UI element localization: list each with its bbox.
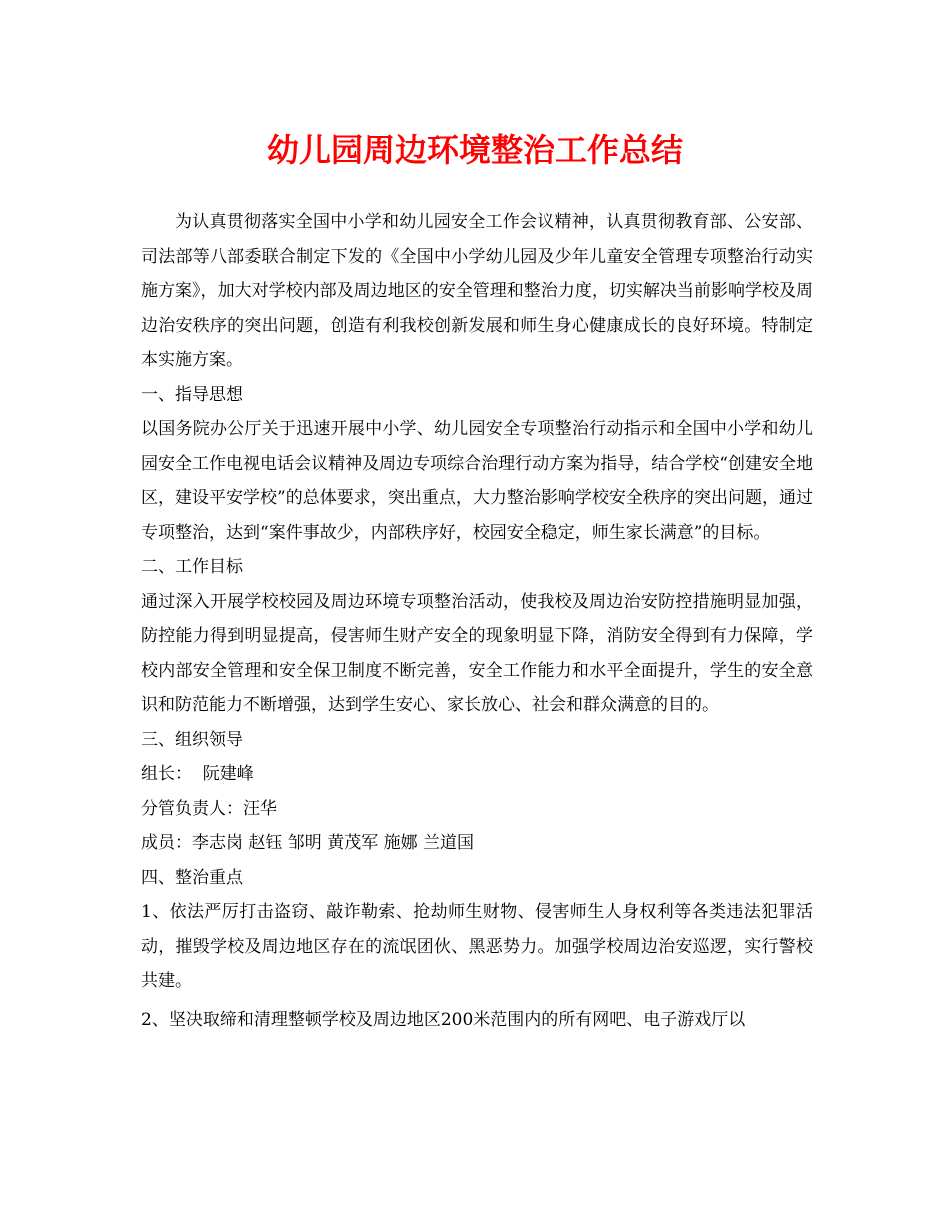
section-heading-work-goals: 二、工作目标 — [141, 557, 243, 577]
section-heading-key-points: 四、整治重点 — [141, 867, 243, 888]
org-members: 成员：李志岗 赵钰 邹明 黄茂军 施娜 兰道国 — [141, 833, 475, 853]
intro-paragraph: 为认真贯彻落实全国中小学和幼儿园安全工作会议精神，认真贯彻教育部、公安部、司法部等八部委联合制定下发的《全国中小学幼儿园及少年儿童安全管理专项整治行动实施方案》，加大对学校内部及周边地区的安全管理和整治力度，切实解决当前影响学校及周边治安秩序的突出问题，创造有利我校创新发展和师生身心健康成长的良好环境。特制定本实施方案。 — [141, 212, 813, 370]
section-text-guiding-ideology: 以国务院办公厅关于迅速开展中小学、幼儿园安全专项整治行动指示和全国中小学和幼儿园安全工作电视电话会议精神及周边专项综合治理行动方案为指导，结合学校“创建安全地区，建设平安学校”的总体要求，突出重点，大力整治影响学校安全秩序的突出问题，通过专项整治，达到“案件事故少，内部秩序好，校园安全稳定，师生家长满意”的目标。 — [141, 419, 813, 543]
document-title: 幼儿园周边环境整治工作总结 — [266, 131, 683, 169]
org-leader: 组长： 阮建峰 — [141, 764, 254, 784]
section-text-work-goals: 通过深入开展学校校园及周边环境专项整治活动，使我校及周边治安防控措施明显加强，防控能力得到明显提高，侵害师生财产安全的现象明显下降，消防安全得到有力保障，学校内部安全管理和安全保卫制度不断完善，安全工作能力和水平全面提升，学生的安全意识和防范能力不断增强，达到学生安心、家长放心、社会和群众满意的目的。 — [141, 591, 813, 715]
org-deputy: 分管负责人：汪华 — [141, 798, 277, 819]
section-heading-organization: 三、组织领导 — [141, 729, 243, 750]
section-heading-guiding-ideology: 一、指导思想 — [141, 384, 243, 405]
document-body — [141, 205, 813, 1037]
key-point-item-1: 1、依法严厉打击盗窃、敲诈勒索、抢劫师生财物、侵害师生人身权利等各类违法犯罪活动，摧毁学校及周边地区存在的流氓团伙、黑恶势力。加强学校周边治安巡逻，实行警校共建。 — [141, 902, 813, 991]
key-point-item-2: 2、坚决取缔和清理整顿学校及周边地区200米范围内的所有网吧、电子游戏厅以 — [141, 1009, 746, 1030]
